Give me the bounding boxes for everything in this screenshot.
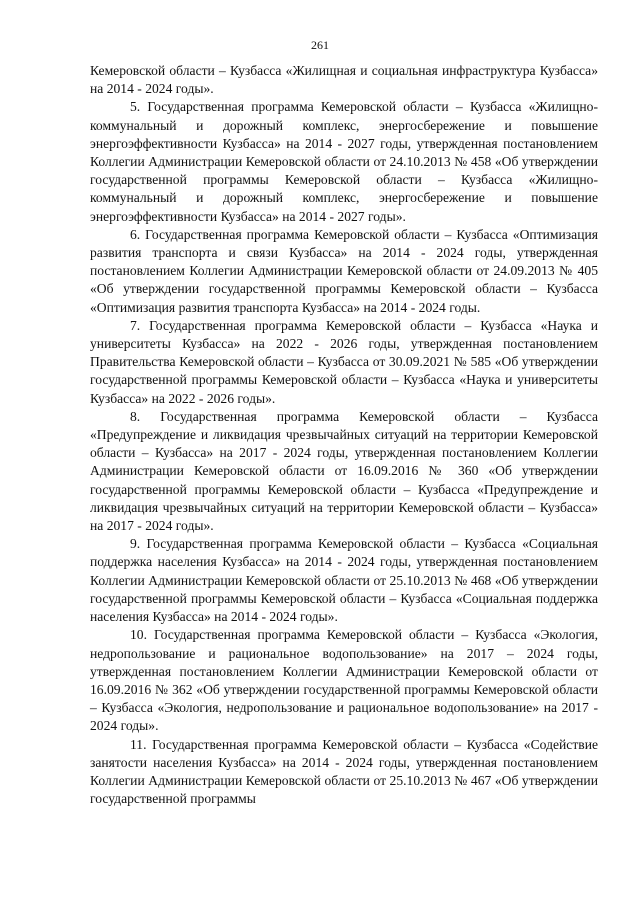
paragraph-item-11: 11. Государственная программа Кемеровской области – Кузбасса «Содействие занятости населения Кузбасса» на 2014 - 2024 годы, утвержденная постановлением Коллегии Администрации Кемеровской области от 25.10.2013 № 467 «Об утверждении государственной программы — [90, 736, 598, 807]
paragraph-item-8: 8. Государственная программа Кемеровской области – Кузбасса «Предупреждение и ликвидация чрезвычайных ситуаций на территории Кемеровской области – Кузбасса» на 2017 - 2024 годы, утвержденная постановлением Коллегии Администрации Кемеровской области от 16.09.2016 № 360 «Об утверждении государственной программы Кемеровской области – Кузбасса «Предупреждение и ликвидация чрезвычайных ситуаций на территории Кемеровской области – Кузбасса» на 2017 - 2024 годы». — [90, 408, 598, 534]
document-body — [90, 62, 598, 808]
paragraph-item-10: 10. Государственная программа Кемеровской области – Кузбасса «Экология, недропользование и рациональное водопользование» на 2017 – 2024 годы, утвержденная постановлением Коллегии Администрации Кемеровской области от 16.09.2016 № 362 «Об утверждении государственной программы Кемеровской области – Кузбасса «Экология, недропользование и рациональное водопользование» на 2017 - 2024 годы». — [90, 627, 598, 734]
page-number: 261 — [311, 38, 329, 52]
paragraph-continuation: Кемеровской области – Кузбасса «Жилищная и социальная инфраструктура Кузбасса» на 2014 - 2024 годы». — [90, 63, 598, 97]
paragraph-item-5: 5. Государственная программа Кемеровской области – Кузбасса «Жилищно-коммунальный и дорожный комплекс, энергосбережение и повышение энергоэффективности Кузбасса» на 2014 - 2027 годы, утвержденная постановлением Коллегии Администрации Кемеровской области от 24.10.2013 № 458 «Об утверждении государственной программы Кемеровской области – Кузбасса «Жилищно-коммунальный и дорожный комплекс, энергосбережение и повышение энергоэффективности Кузбасса» на 2014 - 2027 годы». — [90, 99, 598, 224]
paragraph-item-6: 6. Государственная программа Кемеровской области – Кузбасса «Оптимизация развития транспорта и связи Кузбасса» на 2014 - 2024 годы, утвержденная постановлением Коллегии Администрации Кемеровской области от 24.09.2013 № 405 «Об утверждении государственной программы Кемеровской области – Кузбасса «Оптимизация развития транспорта Кузбасса» на 2014 - 2024 годы. — [90, 226, 598, 315]
paragraph-item-7: 7. Государственная программа Кемеровской области – Кузбасса «Наука и университеты Кузбасса» на 2022 - 2026 годы, утвержденная постановлением Правительства Кемеровской области – Кузбасса от 30.09.2021 № 585 «Об утверждении государственной программы Кемеровской области – Кузбасса «Наука и университеты Кузбасса» на 2022 - 2026 годы». — [90, 317, 598, 406]
paragraph-item-9: 9. Государственная программа Кемеровской области – Кузбасса «Социальная поддержка населения Кузбасса» на 2014 - 2024 годы, утвержденная постановлением Коллегии Администрации Кемеровской области от 25.10.2013 № 468 «Об утверждении государственной программы Кемеровской области – Кузбасса «Социальная поддержка населения Кузбасса» на 2014 - 2024 годы». — [90, 536, 598, 625]
